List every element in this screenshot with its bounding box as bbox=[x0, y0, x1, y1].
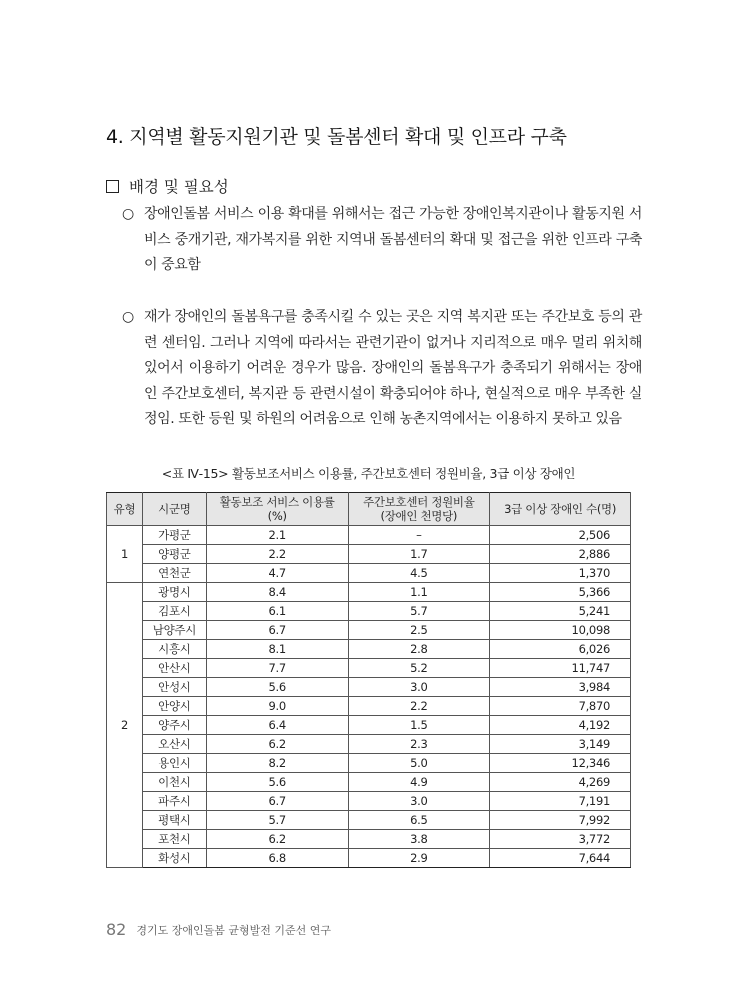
cell-type: 2 bbox=[107, 583, 143, 868]
cell-city: 가평군 bbox=[142, 526, 206, 545]
cell-city: 평택시 bbox=[142, 811, 206, 830]
cell-disabled-count: 3,984 bbox=[490, 678, 631, 697]
circle-bullet-icon: ○ bbox=[122, 309, 134, 325]
table-row bbox=[107, 716, 631, 735]
cell-usage-rate: 6.2 bbox=[206, 735, 348, 754]
table-row bbox=[107, 830, 631, 849]
cell-capacity-ratio: 5.2 bbox=[348, 659, 490, 678]
cell-usage-rate: 2.1 bbox=[206, 526, 348, 545]
cell-city: 이천시 bbox=[142, 773, 206, 792]
cell-disabled-count: 11,747 bbox=[490, 659, 631, 678]
table-row bbox=[107, 754, 631, 773]
cell-disabled-count: 2,506 bbox=[490, 526, 631, 545]
footer-doc-title: 경기도 장애인돌봄 균형발전 기준선 연구 bbox=[136, 924, 331, 937]
cell-disabled-count: 6,026 bbox=[490, 640, 631, 659]
table-row bbox=[107, 735, 631, 754]
table-row bbox=[107, 773, 631, 792]
cell-city: 김포시 bbox=[142, 602, 206, 621]
cell-city: 양평군 bbox=[142, 545, 206, 564]
cell-city: 오산시 bbox=[142, 735, 206, 754]
cell-disabled-count: 5,366 bbox=[490, 583, 631, 602]
header-capacity-ratio: 주간보호센터 정원비율 (장애인 천명당) bbox=[348, 493, 490, 526]
cell-capacity-ratio: 2.8 bbox=[348, 640, 490, 659]
circle-bullet-icon: ○ bbox=[122, 206, 134, 222]
bullet-item bbox=[122, 202, 642, 279]
cell-capacity-ratio: 1.7 bbox=[348, 545, 490, 564]
cell-usage-rate: 5.7 bbox=[206, 811, 348, 830]
header-disabled-count: 3급 이상 장애인 수(명) bbox=[490, 493, 631, 526]
table-row bbox=[107, 526, 631, 545]
cell-city: 화성시 bbox=[142, 849, 206, 868]
section-title: 4. 지역별 활동지원기관 및 돌봄센터 확대 및 인프라 구축 bbox=[106, 126, 567, 148]
cell-capacity-ratio: 1.5 bbox=[348, 716, 490, 735]
cell-usage-rate: 6.7 bbox=[206, 792, 348, 811]
table-row bbox=[107, 545, 631, 564]
cell-usage-rate: 2.2 bbox=[206, 545, 348, 564]
cell-usage-rate: 6.2 bbox=[206, 830, 348, 849]
cell-disabled-count: 4,192 bbox=[490, 716, 631, 735]
cell-usage-rate: 6.1 bbox=[206, 602, 348, 621]
table-row bbox=[107, 564, 631, 583]
cell-disabled-count: 7,644 bbox=[490, 849, 631, 868]
cell-usage-rate: 9.0 bbox=[206, 697, 348, 716]
cell-disabled-count: 3,772 bbox=[490, 830, 631, 849]
cell-disabled-count: 12,346 bbox=[490, 754, 631, 773]
table-row bbox=[107, 640, 631, 659]
cell-capacity-ratio: 5.7 bbox=[348, 602, 490, 621]
cell-capacity-ratio: 1.1 bbox=[348, 583, 490, 602]
cell-disabled-count: 10,098 bbox=[490, 621, 631, 640]
cell-city: 안산시 bbox=[142, 659, 206, 678]
cell-type: 1 bbox=[107, 526, 143, 583]
cell-usage-rate: 5.6 bbox=[206, 773, 348, 792]
cell-capacity-ratio: 5.0 bbox=[348, 754, 490, 773]
page-number: 82 bbox=[106, 920, 127, 939]
cell-capacity-ratio: 6.5 bbox=[348, 811, 490, 830]
bullet-text: 재가 장애인의 돌봄욕구를 충족시킬 수 있는 곳은 지역 복지관 또는 주간보호 등의 관련 센터임. 그러나 지역에 따라서는 관련기관이 없거나 지리적으로 매우 멀리 위치해 있어서 이용하기 어려운 경우가 많음. 장애인의 돌봄욕구가 충족되기 위해서는 장애인 주간보호센터, 복지관 등 관련시설이 확충되어야 하나, 현실적으로 매우 부족한 실정임. 또한 등원 및 하원의 어려움으로 인해 농촌지역에서는 이용하지 못하고 있음 bbox=[144, 309, 642, 427]
cell-disabled-count: 7,191 bbox=[490, 792, 631, 811]
cell-usage-rate: 6.8 bbox=[206, 849, 348, 868]
cell-capacity-ratio: 4.9 bbox=[348, 773, 490, 792]
cell-city: 파주시 bbox=[142, 792, 206, 811]
cell-usage-rate: 7.7 bbox=[206, 659, 348, 678]
cell-city: 포천시 bbox=[142, 830, 206, 849]
cell-disabled-count: 7,992 bbox=[490, 811, 631, 830]
bullet-item bbox=[122, 305, 642, 433]
table-header-row bbox=[107, 493, 631, 526]
cell-disabled-count: 7,870 bbox=[490, 697, 631, 716]
cell-usage-rate: 6.7 bbox=[206, 621, 348, 640]
data-table bbox=[106, 492, 631, 868]
header-city: 시군명 bbox=[142, 493, 206, 526]
cell-capacity-ratio: 3.0 bbox=[348, 678, 490, 697]
cell-capacity-ratio: 2.2 bbox=[348, 697, 490, 716]
table-row bbox=[107, 659, 631, 678]
table-row bbox=[107, 621, 631, 640]
cell-disabled-count: 2,886 bbox=[490, 545, 631, 564]
table-row bbox=[107, 678, 631, 697]
square-bullet-icon bbox=[106, 180, 119, 193]
table-row bbox=[107, 811, 631, 830]
cell-city: 남양주시 bbox=[142, 621, 206, 640]
cell-capacity-ratio: 4.5 bbox=[348, 564, 490, 583]
cell-city: 용인시 bbox=[142, 754, 206, 773]
table-row bbox=[107, 697, 631, 716]
cell-capacity-ratio: 2.5 bbox=[348, 621, 490, 640]
table-row bbox=[107, 849, 631, 868]
cell-usage-rate: 8.2 bbox=[206, 754, 348, 773]
table-row bbox=[107, 792, 631, 811]
cell-usage-rate: 4.7 bbox=[206, 564, 348, 583]
table-row bbox=[107, 583, 631, 602]
cell-city: 안양시 bbox=[142, 697, 206, 716]
cell-disabled-count: 3,149 bbox=[490, 735, 631, 754]
cell-city: 광명시 bbox=[142, 583, 206, 602]
page-footer bbox=[106, 920, 331, 939]
cell-disabled-count: 5,241 bbox=[490, 602, 631, 621]
cell-usage-rate: 5.6 bbox=[206, 678, 348, 697]
cell-disabled-count: 4,269 bbox=[490, 773, 631, 792]
cell-usage-rate: 6.4 bbox=[206, 716, 348, 735]
table-row bbox=[107, 602, 631, 621]
cell-city: 시흥시 bbox=[142, 640, 206, 659]
cell-usage-rate: 8.4 bbox=[206, 583, 348, 602]
header-usage-rate: 활동보조 서비스 이용률(%) bbox=[206, 493, 348, 526]
cell-capacity-ratio: – bbox=[348, 526, 490, 545]
cell-disabled-count: 1,370 bbox=[490, 564, 631, 583]
sub-heading bbox=[106, 175, 229, 197]
cell-capacity-ratio: 3.8 bbox=[348, 830, 490, 849]
sub-heading-label: 배경 및 필요성 bbox=[129, 178, 229, 196]
cell-city: 안성시 bbox=[142, 678, 206, 697]
cell-capacity-ratio: 2.3 bbox=[348, 735, 490, 754]
cell-city: 연천군 bbox=[142, 564, 206, 583]
header-type: 유형 bbox=[107, 493, 143, 526]
cell-usage-rate: 8.1 bbox=[206, 640, 348, 659]
cell-capacity-ratio: 3.0 bbox=[348, 792, 490, 811]
bullet-text: 장애인돌봄 서비스 이용 확대를 위해서는 접근 가능한 장애인복지관이나 활동지원 서비스 중개기관, 재가복지를 위한 지역내 돌봄센터의 확대 및 접근을 위한 인프라 구축이 중요함 bbox=[144, 206, 642, 273]
table-caption: <표 Ⅳ-15> 활동보조서비스 이용률, 주간보호센터 정원비율, 3급 이상 장애인 bbox=[161, 466, 576, 481]
cell-city: 양주시 bbox=[142, 716, 206, 735]
cell-capacity-ratio: 2.9 bbox=[348, 849, 490, 868]
